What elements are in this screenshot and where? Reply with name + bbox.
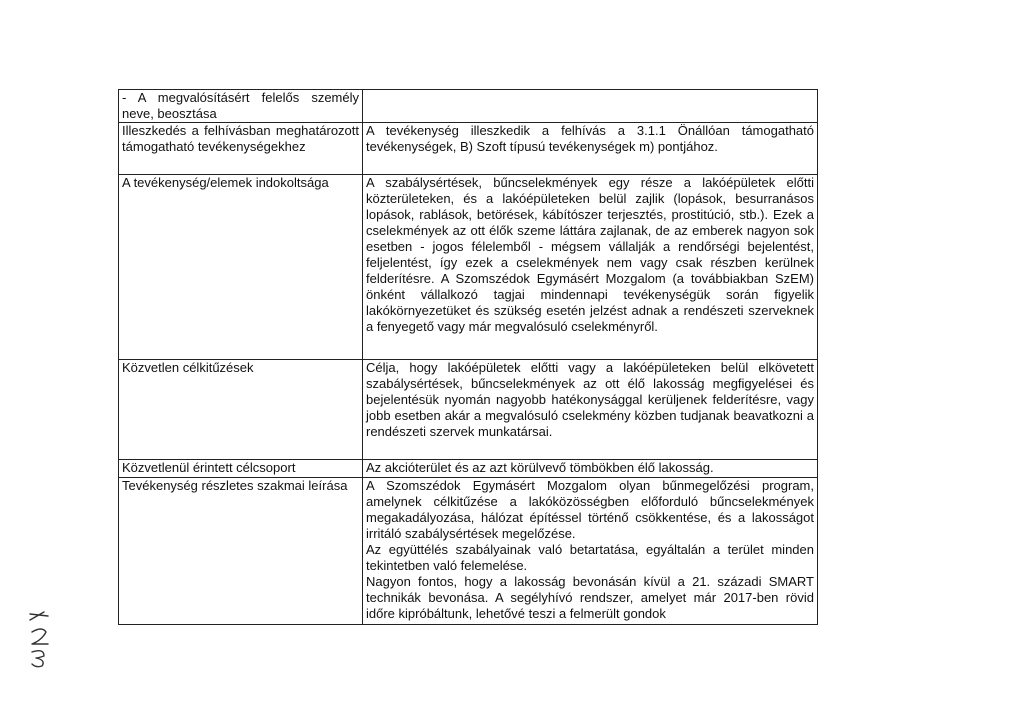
content-paragraph: A szabálysértések, bűncselekmények egy része a lakóépületek előtti közterületeken, és a lakóépületeken belül zajlik (lopások, besurranásos lopások, rablások, betörések, kábítószer terjesztés, prostitúció, stb.). Ezek a cselekmények az ott élők szeme láttára zajlanak, de az emberek nagyon sok esetben - jogos félelemből - mégsem vállalják a rendőrségi bejelentést, feljelentést, így ezek a cselekmények nem vagy csak részben kerülnek felderítésre. A Szomszédok Egymásért Mozgalom (a továbbiakban SzEM) önként vállalkozó tagjai mindennapi tevékenységük során figyelik lakókörnyezetüket és szükség esetén jelzést adnak a rendészeti szerveknek a fenyegető vagy már megvalósuló cselekményről. [366,175,814,334]
table-row [119,460,818,478]
table-row [119,90,818,123]
project-data-table [118,89,818,625]
row-content [363,360,818,460]
content-paragraph: Az akcióterület és az azt körülvevő tömbökben élő lakosság. [366,460,714,475]
row-label: Illeszkedés a felhívásban meghatározott támogatható tevékenységekhez [119,123,363,175]
row-content [363,478,818,625]
row-content [363,175,818,360]
row-label: Közvetlenül érintett célcsoport [119,460,363,478]
handwritten-page-number [24,610,54,670]
table-row [119,360,818,460]
row-content [363,460,818,478]
table-row [119,123,818,175]
row-label: - A megvalósításért felelős személy neve, beosztása [119,90,363,123]
row-label: A tevékenység/elemek indokoltsága [119,175,363,360]
table-row [119,478,818,625]
row-content [363,123,818,175]
row-content [363,90,818,123]
row-label: Közvetlen célkitűzések [119,360,363,460]
content-paragraph: Az együttélés szabályainak való betartatása, egyáltalán a terület minden tekintetben való felemelése. [366,542,814,573]
content-paragraph: A tevékenység illeszkedik a felhívás a 3.1.1 Önállóan támogatható tevékenységek, B) Szoft típusú tevékenységek m) pontjához. [366,123,814,154]
content-paragraph: Célja, hogy lakóépületek előtti vagy a lakóépületeken belül elkövetett szabálysértések, bűncselekmények az ott élő lakosság megfigyelései és bejelentésük nyomán nagyobb hatékonysággal kerüljenek felderítésre, vagy jobb esetben akár a megvalósuló cselekmény közben tudjanak beavatkozni a rendészeti szervek munkatársai. [366,360,814,439]
content-paragraph: A Szomszédok Egymásért Mozgalom olyan bűnmegelőzési program, amelynek célkitűzése a lakóközösségben előforduló bűncselekmények megakadályozása, hálózat építéssel történő csökkentése, és a lakosságot irritáló szabálysértések megelőzése. [366,478,814,541]
row-label: Tevékenység részletes szakmai leírása [119,478,363,625]
content-paragraph: Nagyon fontos, hogy a lakosság bevonásán kívül a 21. századi SMART technikák bevonása. A segélyhívó rendszer, amelyet már 2017-ben rövid időre kipróbáltunk, lehetővé teszi a felmerült gondok [366,574,814,621]
table-row [119,175,818,360]
